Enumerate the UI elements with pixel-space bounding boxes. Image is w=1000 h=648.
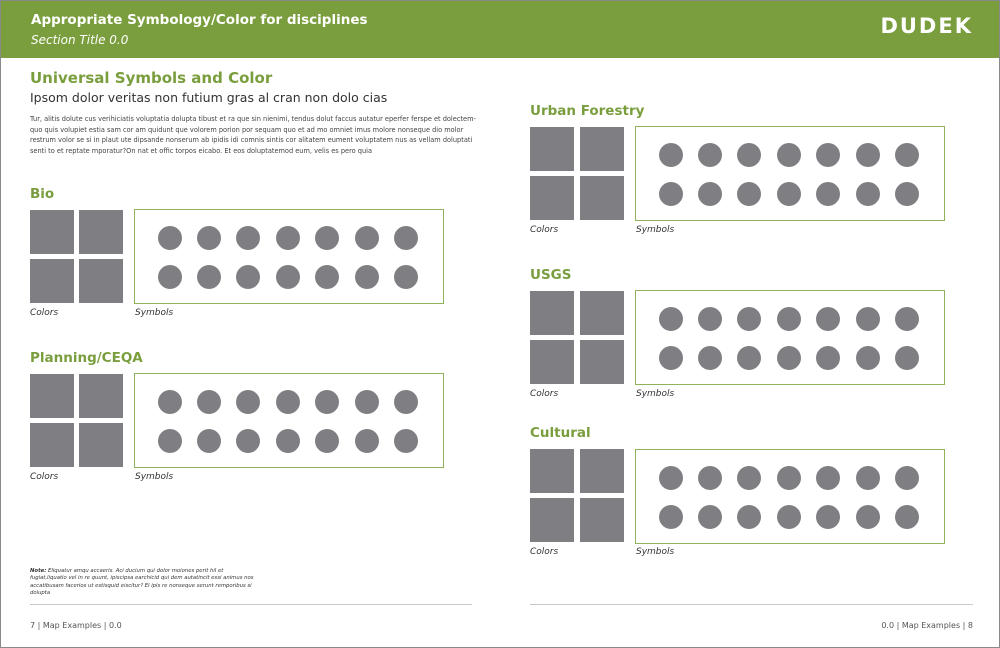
symbol-circle <box>236 390 260 414</box>
section-title: Urban Forestry <box>530 103 645 119</box>
symbol-circle <box>856 307 880 331</box>
color-swatch <box>79 374 123 418</box>
symbol-circle <box>315 226 339 250</box>
symbol-circle <box>236 429 260 453</box>
symbol-circle <box>698 346 722 370</box>
symbol-circle <box>236 265 260 289</box>
color-swatch <box>530 127 574 171</box>
symbol-circle <box>816 143 840 167</box>
symbol-circle <box>816 307 840 331</box>
symbol-circle <box>698 182 722 206</box>
symbol-circle <box>777 143 801 167</box>
symbol-circle <box>737 182 761 206</box>
symbol-circle <box>236 226 260 250</box>
page-header <box>1 1 999 58</box>
symbol-circle <box>777 182 801 206</box>
symbol-circle <box>355 265 379 289</box>
color-swatch <box>79 210 123 254</box>
symbols-caption: Symbols <box>636 547 675 557</box>
section-title: Bio <box>30 186 55 202</box>
footer-left-folio: 7 | Map Examples | 0.0 <box>30 621 122 630</box>
color-swatch <box>580 449 624 493</box>
symbol-circle <box>659 182 683 206</box>
color-swatch <box>79 259 123 303</box>
symbol-circle <box>276 429 300 453</box>
color-swatch <box>580 340 624 384</box>
symbol-circle <box>197 226 221 250</box>
symbols-caption: Symbols <box>135 472 174 482</box>
symbol-circle <box>816 182 840 206</box>
color-swatch <box>580 498 624 542</box>
colors-caption: Colors <box>530 547 559 557</box>
intro-body: Tur, alitis dolute cus verihiciatis voluptatia dolupta tibust et ra que sin nienimi, tendus dolut faccus autatur eperfer ferspe et dolectem-quo quis volupiet estia sam cor am quidunt que volorem porion por sequam quo et ad mo omniet imus molore nonseque dio molor restrum volor se si in plaut ute dipsande nonserum ab ipidis idi comnis sintis cor alitatem eument voluptatem nus as vellam doluptati senti to et reptate mporatur?On nat et offic torpos eicabo. Et eos doluptatemod eum, velis es pero quia <box>30 115 476 155</box>
header-title: Appropriate Symbology/Color for disciplines <box>31 12 368 28</box>
symbol-circle <box>856 182 880 206</box>
colors-caption: Colors <box>530 389 559 399</box>
symbol-circle <box>315 429 339 453</box>
section-title: Cultural <box>530 425 591 441</box>
footer-right-folio: 0.0 | Map Examples | 8 <box>881 621 973 630</box>
symbols-caption: Symbols <box>636 225 675 235</box>
symbol-circle <box>394 226 418 250</box>
symbol-circle <box>394 265 418 289</box>
symbol-circle <box>355 390 379 414</box>
symbol-circle <box>856 466 880 490</box>
symbols-box <box>635 290 945 385</box>
symbol-circle <box>315 265 339 289</box>
color-swatch <box>580 176 624 220</box>
symbol-circle <box>276 265 300 289</box>
symbol-circle <box>315 390 339 414</box>
colors-caption: Colors <box>530 225 559 235</box>
symbol-circle <box>158 390 182 414</box>
symbol-circle <box>895 182 919 206</box>
symbol-circle <box>895 307 919 331</box>
color-swatch <box>79 423 123 467</box>
symbol-circle <box>197 429 221 453</box>
color-swatch <box>530 498 574 542</box>
color-swatch <box>30 423 74 467</box>
symbol-circle <box>816 466 840 490</box>
symbol-circle <box>737 307 761 331</box>
color-swatch <box>30 374 74 418</box>
symbol-circle <box>158 265 182 289</box>
symbol-circle <box>659 143 683 167</box>
symbol-circle <box>816 505 840 529</box>
symbol-circle <box>659 466 683 490</box>
section-title: Planning/CEQA <box>30 350 143 366</box>
footer-divider-left <box>30 604 472 605</box>
symbol-circle <box>777 466 801 490</box>
symbols-box <box>134 373 444 468</box>
symbol-circle <box>856 346 880 370</box>
symbol-circle <box>158 226 182 250</box>
symbol-circle <box>895 505 919 529</box>
color-swatch <box>30 259 74 303</box>
symbol-circle <box>197 265 221 289</box>
symbols-box <box>635 449 945 544</box>
header-subtitle: Section Title 0.0 <box>31 33 129 47</box>
footer-divider-right <box>530 604 973 605</box>
symbol-circle <box>856 143 880 167</box>
symbol-circle <box>394 390 418 414</box>
color-swatch <box>530 449 574 493</box>
symbol-circle <box>158 429 182 453</box>
color-swatch <box>580 127 624 171</box>
section-title: USGS <box>530 267 572 283</box>
colors-caption: Colors <box>30 308 59 318</box>
symbol-circle <box>777 505 801 529</box>
symbol-circle <box>777 307 801 331</box>
symbol-circle <box>394 429 418 453</box>
symbol-circle <box>197 390 221 414</box>
symbol-circle <box>276 390 300 414</box>
symbol-circle <box>355 429 379 453</box>
dudek-logo: DUDEK <box>880 14 973 38</box>
symbol-circle <box>659 505 683 529</box>
symbol-circle <box>355 226 379 250</box>
symbols-caption: Symbols <box>135 308 174 318</box>
footnote-label: Note: <box>30 568 47 574</box>
symbol-circle <box>895 346 919 370</box>
symbol-circle <box>895 143 919 167</box>
symbol-circle <box>698 466 722 490</box>
footnote-text: Eliquatur amqu accaeris. Aci ducium qui dolor moiones perit hil et fugiat,liquatio vel in re quunt, ipiscipsa earchicid qui dem autatincit essi animus nos accatibusam facerios ut estisquid eiscitur? El ipis re nonseque serunt remporibus si dolupta <box>30 568 254 597</box>
intro-heading: Universal Symbols and Color <box>30 69 273 87</box>
symbols-box <box>635 126 945 221</box>
symbol-circle <box>698 307 722 331</box>
color-swatch <box>530 176 574 220</box>
symbol-circle <box>737 505 761 529</box>
symbol-circle <box>816 346 840 370</box>
color-swatch <box>530 291 574 335</box>
symbol-circle <box>659 346 683 370</box>
symbol-circle <box>698 505 722 529</box>
symbol-circle <box>698 143 722 167</box>
color-swatch <box>580 291 624 335</box>
symbol-circle <box>856 505 880 529</box>
symbol-circle <box>659 307 683 331</box>
color-swatch <box>530 340 574 384</box>
symbol-circle <box>737 466 761 490</box>
symbols-box <box>134 209 444 304</box>
symbol-circle <box>777 346 801 370</box>
symbol-circle <box>737 346 761 370</box>
symbols-caption: Symbols <box>636 389 675 399</box>
symbol-circle <box>737 143 761 167</box>
color-swatch <box>30 210 74 254</box>
intro-subheading: Ipsom dolor veritas non futium gras al cran non dolo cias <box>30 90 388 105</box>
symbol-circle <box>895 466 919 490</box>
footnote <box>30 568 260 598</box>
colors-caption: Colors <box>30 472 59 482</box>
symbol-circle <box>276 226 300 250</box>
